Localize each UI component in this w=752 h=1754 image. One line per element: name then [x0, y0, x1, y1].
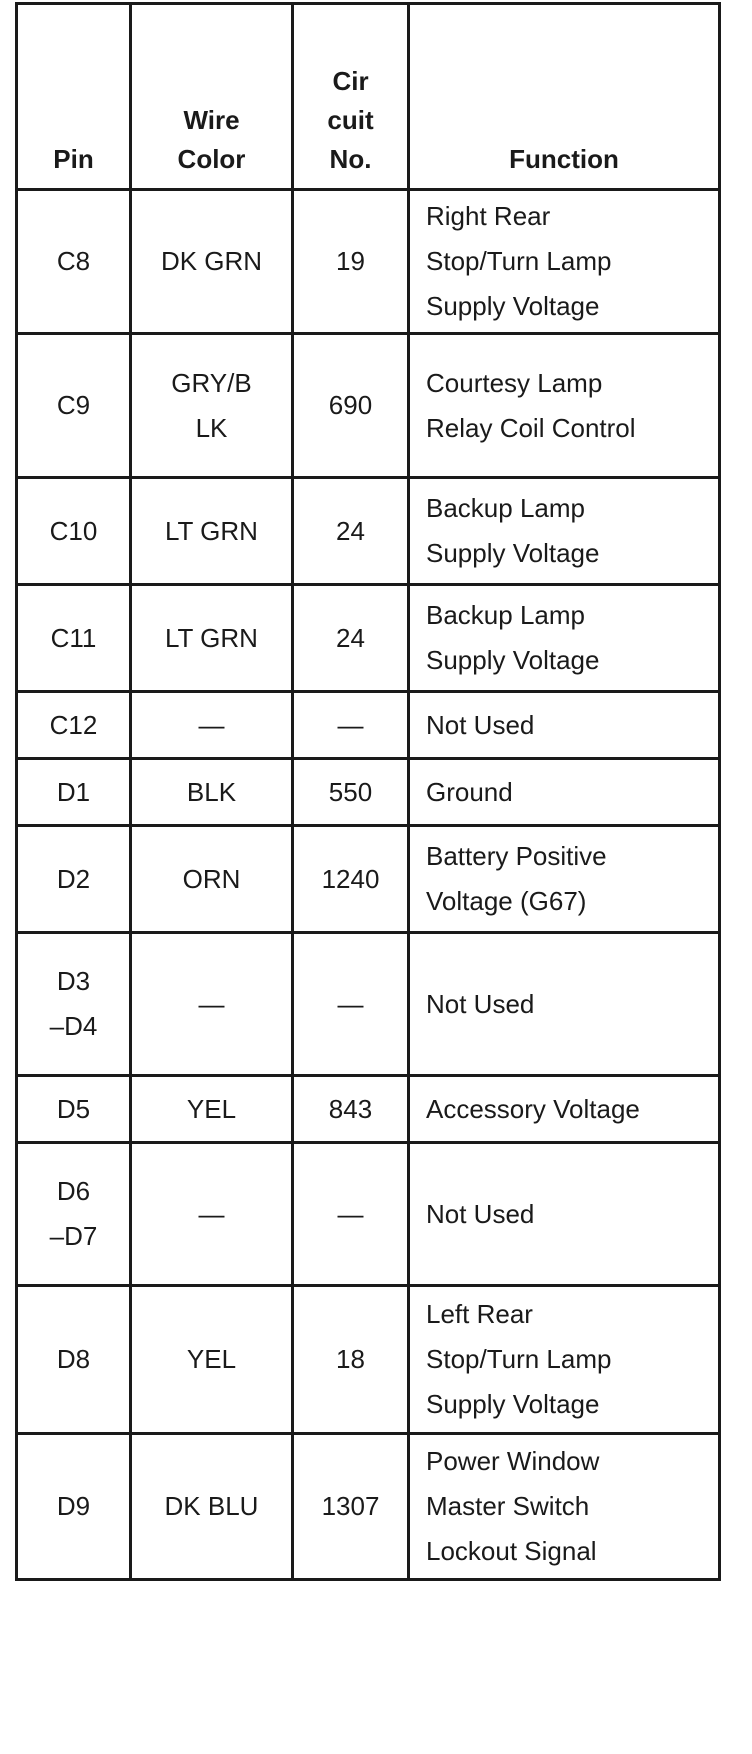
- table-row: [17, 478, 720, 585]
- table-row: [17, 1076, 720, 1143]
- cell-pin-line: D5: [56, 1093, 91, 1124]
- pin-table: [15, 2, 721, 1581]
- table-row: [17, 692, 720, 759]
- cell-pin: [17, 826, 131, 933]
- header-pin-line: Pin: [53, 144, 94, 174]
- cell-function-line: Courtesy Lamp: [426, 367, 603, 398]
- table-row: [17, 759, 720, 826]
- cell-wire-color-line: DK GRN: [160, 246, 263, 276]
- cell-wire-color-line: LT GRN: [165, 622, 258, 653]
- table-row: [17, 933, 720, 1076]
- table-row: [17, 1286, 720, 1434]
- cell-wire-color-line: —: [198, 988, 225, 1019]
- cell-wire-color-line: GRY/B: [171, 367, 252, 398]
- cell-pin: [17, 585, 131, 692]
- cell-function-line: Not Used: [426, 709, 535, 740]
- cell-pin-line: D8: [56, 1344, 91, 1374]
- cell-function: [409, 1143, 720, 1286]
- cell-wire-color: [131, 1434, 293, 1580]
- cell-wire-color-line: ORN: [182, 863, 241, 894]
- cell-pin: [17, 1076, 131, 1143]
- cell-pin-line: C11: [50, 622, 97, 653]
- cell-circuit-no: [293, 334, 409, 478]
- table-row: [17, 585, 720, 692]
- cell-circuit-no-line: 1240: [321, 863, 380, 894]
- cell-wire-color: [131, 692, 293, 759]
- cell-circuit-no-line: 1307: [321, 1491, 380, 1521]
- table-row: [17, 826, 720, 933]
- cell-function-line: Ground: [426, 776, 513, 807]
- cell-circuit-no-line: 19: [336, 246, 365, 276]
- cell-circuit-no: [293, 478, 409, 585]
- header-wire-color: [131, 4, 293, 190]
- cell-circuit-no: [293, 759, 409, 826]
- cell-function-line: Supply Voltage: [426, 291, 600, 321]
- cell-pin: [17, 933, 131, 1076]
- cell-wire-color-line: DK BLU: [164, 1491, 259, 1521]
- table-row: [17, 1143, 720, 1286]
- cell-circuit-no: [293, 1076, 409, 1143]
- cell-circuit-no-line: —: [337, 709, 364, 740]
- cell-wire-color-line: —: [198, 709, 225, 740]
- cell-function: [409, 1434, 720, 1580]
- cell-function-line: Accessory Voltage: [426, 1093, 640, 1124]
- header-pin: [17, 4, 131, 190]
- cell-wire-color-line: LT GRN: [165, 515, 258, 546]
- cell-pin-line: D2: [56, 863, 91, 894]
- cell-wire-color: [131, 826, 293, 933]
- cell-pin: [17, 1434, 131, 1580]
- cell-wire-color: [131, 933, 293, 1076]
- cell-function-line: Right Rear: [426, 201, 551, 231]
- cell-pin-line: D6: [56, 1176, 91, 1206]
- cell-function: [409, 1286, 720, 1434]
- cell-circuit-no-line: 843: [328, 1093, 373, 1124]
- cell-function: [409, 478, 720, 585]
- table-row: [17, 334, 720, 478]
- cell-pin-line: –D7: [49, 1221, 98, 1251]
- header-circuit-no: [293, 4, 409, 190]
- cell-wire-color: [131, 1076, 293, 1143]
- cell-pin: [17, 190, 131, 334]
- cell-function: [409, 759, 720, 826]
- cell-function-line: Master Switch: [426, 1491, 590, 1521]
- cell-pin-line: C10: [49, 515, 98, 546]
- cell-function: [409, 585, 720, 692]
- cell-wire-color: [131, 190, 293, 334]
- cell-circuit-no-line: 24: [336, 622, 365, 653]
- cell-circuit-no: [293, 585, 409, 692]
- header-wire-color-line: Wire: [183, 105, 240, 135]
- header-function: [409, 4, 720, 190]
- cell-function-line: Supply Voltage: [426, 645, 600, 675]
- cell-circuit-no: [293, 190, 409, 334]
- header-circuit-no-line: Cir: [332, 66, 369, 96]
- cell-circuit-no: [293, 826, 409, 933]
- cell-function-line: Stop/Turn Lamp: [426, 1344, 612, 1374]
- cell-wire-color-line: YEL: [186, 1093, 237, 1124]
- cell-pin-line: D9: [56, 1491, 91, 1521]
- cell-function-line: Backup Lamp: [426, 600, 585, 630]
- cell-pin-line: C9: [56, 390, 91, 420]
- cell-wire-color: [131, 478, 293, 585]
- cell-circuit-no-line: 24: [336, 515, 365, 546]
- cell-pin-line: C12: [49, 709, 98, 740]
- cell-circuit-no: [293, 1286, 409, 1434]
- cell-pin-line: D1: [56, 776, 91, 807]
- cell-function: [409, 334, 720, 478]
- table-body: [17, 190, 720, 1580]
- cell-pin-line: –D4: [49, 1011, 98, 1041]
- cell-wire-color-line: LK: [195, 412, 228, 443]
- table-row: [17, 190, 720, 334]
- cell-pin: [17, 334, 131, 478]
- header-wire-color-line: Color: [177, 144, 246, 174]
- cell-function: [409, 190, 720, 334]
- header-row: [17, 4, 720, 190]
- cell-wire-color-line: BLK: [186, 776, 237, 807]
- cell-circuit-no-line: 690: [328, 390, 373, 420]
- cell-circuit-no-line: 18: [336, 1344, 365, 1374]
- cell-pin: [17, 478, 131, 585]
- cell-function: [409, 1076, 720, 1143]
- cell-wire-color: [131, 585, 293, 692]
- cell-wire-color-line: YEL: [186, 1344, 237, 1374]
- cell-function-line: Lockout Signal: [426, 1536, 597, 1566]
- table-row: [17, 1434, 720, 1580]
- cell-wire-color-line: —: [198, 1198, 225, 1229]
- cell-pin-line: C8: [56, 246, 91, 276]
- cell-function-line: Left Rear: [426, 1299, 533, 1329]
- cell-function-line: Battery Positive: [426, 841, 607, 871]
- cell-pin: [17, 692, 131, 759]
- cell-pin: [17, 1143, 131, 1286]
- cell-circuit-no-line: —: [337, 1198, 364, 1229]
- cell-wire-color: [131, 1286, 293, 1434]
- cell-function: [409, 826, 720, 933]
- cell-wire-color: [131, 334, 293, 478]
- cell-wire-color: [131, 759, 293, 826]
- cell-function-line: Supply Voltage: [426, 538, 600, 568]
- cell-circuit-no-line: —: [337, 988, 364, 1019]
- cell-circuit-no: [293, 692, 409, 759]
- cell-function-line: Stop/Turn Lamp: [426, 246, 612, 276]
- cell-function: [409, 692, 720, 759]
- cell-wire-color: [131, 1143, 293, 1286]
- cell-function: [409, 933, 720, 1076]
- cell-function-line: Not Used: [426, 988, 535, 1019]
- cell-function-line: Relay Coil Control: [426, 412, 636, 443]
- header-circuit-no-line: No.: [329, 144, 372, 174]
- cell-function-line: Supply Voltage: [426, 1389, 600, 1419]
- cell-circuit-no: [293, 1434, 409, 1580]
- cell-circuit-no: [293, 1143, 409, 1286]
- cell-pin-line: D3: [56, 966, 91, 996]
- cell-function-line: Not Used: [426, 1198, 535, 1229]
- cell-pin: [17, 1286, 131, 1434]
- cell-pin: [17, 759, 131, 826]
- cell-function-line: Power Window: [426, 1446, 600, 1476]
- cell-circuit-no: [293, 933, 409, 1076]
- cell-function-line: Backup Lamp: [426, 493, 585, 523]
- cell-function-line: Voltage (G67): [426, 886, 587, 916]
- header-circuit-no-line: cuit: [327, 105, 374, 135]
- header-function-line: Function: [509, 144, 619, 174]
- cell-circuit-no-line: 550: [328, 776, 373, 807]
